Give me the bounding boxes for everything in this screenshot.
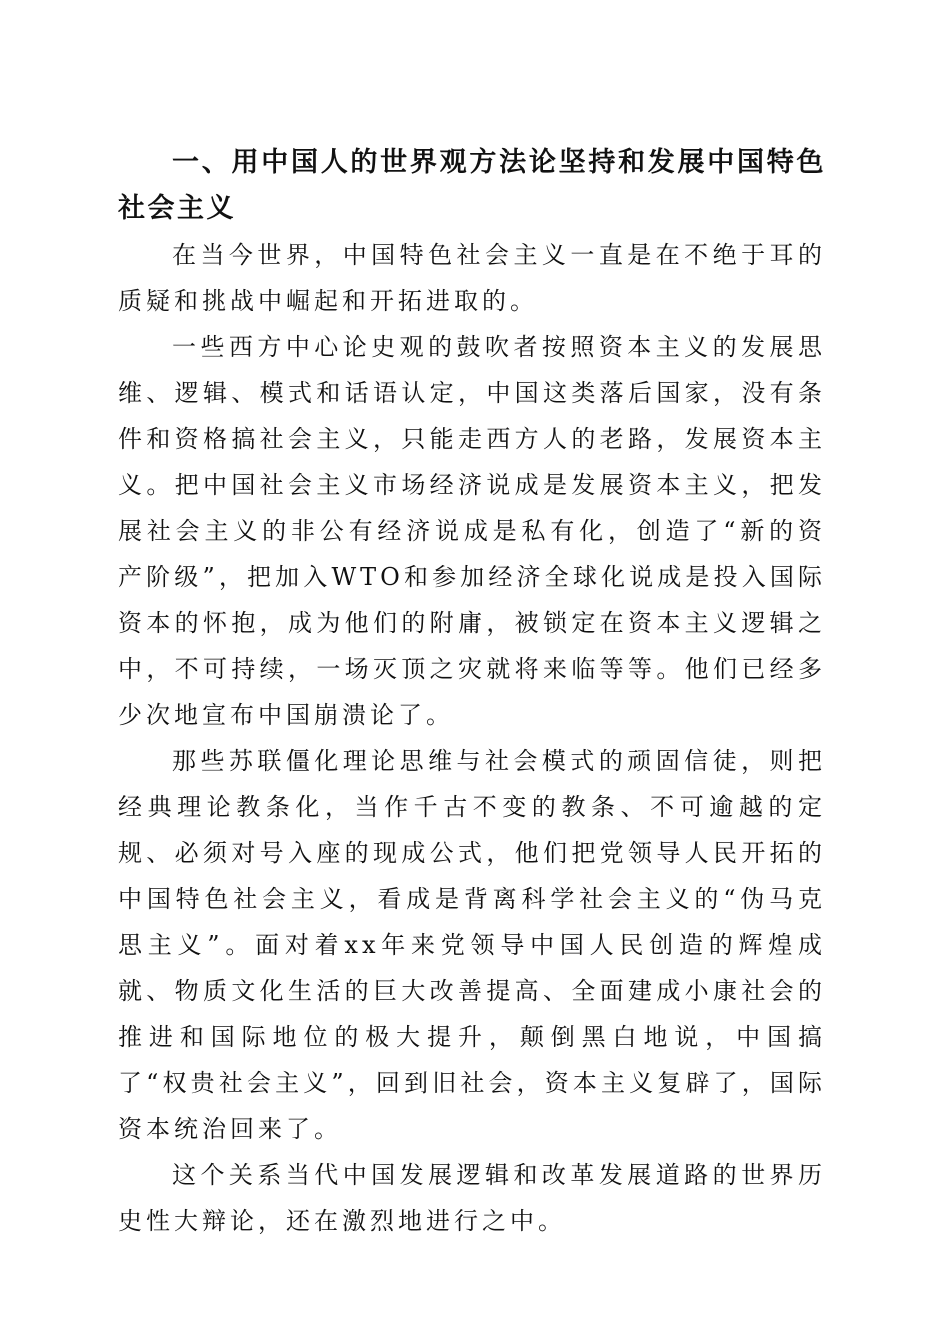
paragraph-4: 这个关系当代中国发展逻辑和改革发展道路的世界历史性大辩论，还在激烈地进行之中。: [118, 1161, 826, 1235]
paragraph-1: 在当今世界，中国特色社会主义一直是在不绝于耳的质疑和挑战中崛起和开拓进取的。: [118, 241, 826, 315]
paragraph-2: 一些西方中心论史观的鼓吹者按照资本主义的发展思维、逻辑、模式和话语认定，中国这类落后国家，没有条件和资格搞社会主义，只能走西方人的老路，发展资本主义。把中国社会主义市场经济说成是发展资本主义，把发展社会主义的非公有经济说成是私有化，创造了“新的资产阶级”，把加入WTO和参加经济全球化说成是投入国际资本的怀抱，成为他们的附庸，被锁定在资本主义逻辑之中，不可持续，一场灭顶之灾就将来临等等。他们已经多少次地宣布中国崩溃论了。: [118, 333, 826, 729]
document-body: [118, 140, 826, 1244]
section-heading: 一、用中国人的世界观方法论坚持和发展中国特色社会主义: [118, 147, 826, 224]
paragraph-3: 那些苏联僵化理论思维与社会模式的顽固信徒，则把经典理论教条化，当作千古不变的教条、不可逾越的定规、必须对号入座的现成公式，他们把党领导人民开拓的中国特色社会主义，看成是背离科学社会主义的“伪马克思主义”。面对着xx年来党领导中国人民创造的辉煌成就、物质文化生活的巨大改善提高、全面建成小康社会的推进和国际地位的极大提升，颠倒黑白地说，中国搞了“权贵社会主义”，回到旧社会，资本主义复辟了，国际资本统治回来了。: [118, 747, 826, 1143]
